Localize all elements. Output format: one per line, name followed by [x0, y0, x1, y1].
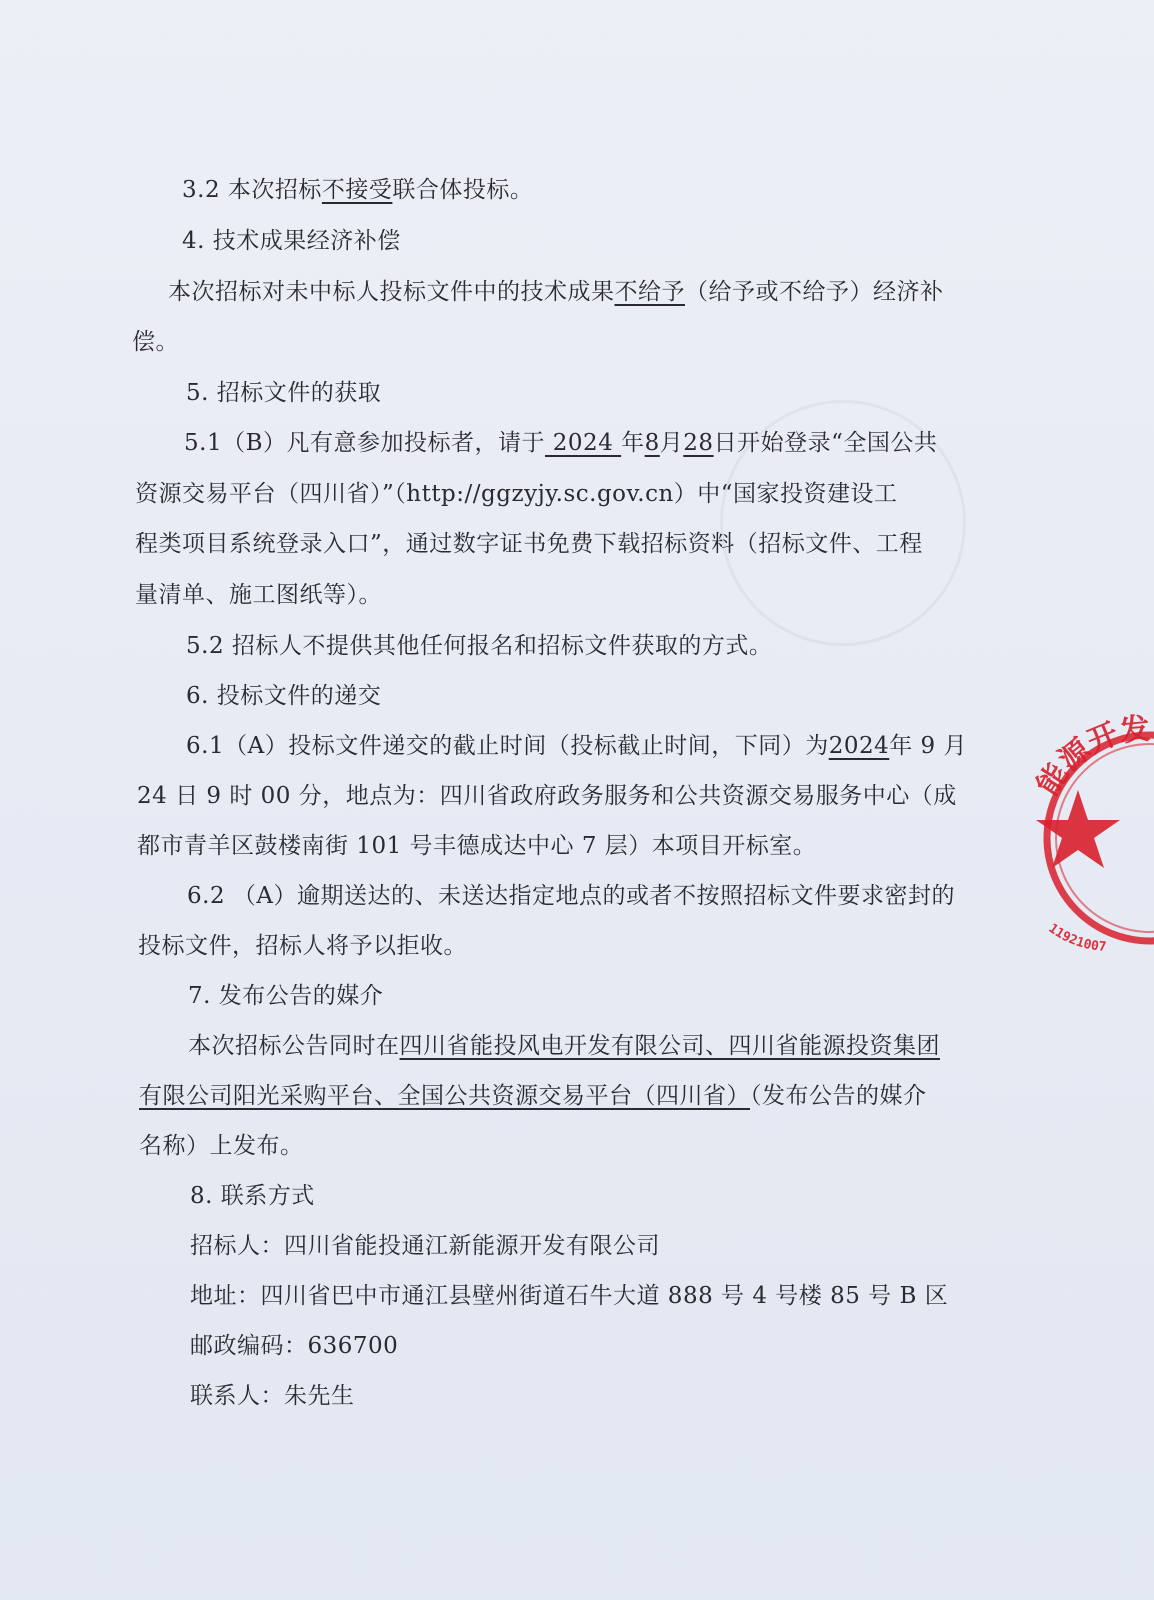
section-6-title: 6. 投标文件的递交 [186, 683, 382, 709]
contact-person: 联系人：朱先生 [190, 1383, 355, 1409]
section-7-body-line2: 有限公司阳光采购平台、全国公共资源交易平台（四川省）（发布公告的媒介 [139, 1083, 927, 1109]
contact-address: 地址：四川省巴中市通江县壁州街道石牛大道 888 号 4 号楼 85 号 B 区 [190, 1283, 949, 1309]
clause-5-2: 5.2 招标人不提供其他任何报名和招标文件获取的方式。 [186, 633, 773, 659]
seal-text: 能源开发 [1030, 711, 1152, 802]
svg-text:能源开发 [1030, 711, 1151, 801]
section-4-body-line2: 偿。 [132, 329, 179, 355]
clause-3-2: 3.2 本次招标不接受联合体投标。 [182, 177, 534, 203]
clause-5-1-line4: 量清单、施工图纸等）。 [135, 582, 382, 608]
section-7-body-line1: 本次招标公告同时在四川省能投风电开发有限公司、四川省能源投资集团 [188, 1033, 940, 1059]
section-7-body-line3: 名称）上发布。 [139, 1133, 304, 1159]
section-4-title: 4. 技术成果经济补偿 [182, 228, 401, 254]
section-8-title: 8. 联系方式 [190, 1183, 315, 1209]
section-4-body-line1: 本次招标对未中标人投标文件中的技术成果不给予（给予或不给予）经济补 [168, 279, 944, 305]
contact-tenderer: 招标人：四川省能投通江新能源开发有限公司 [190, 1233, 660, 1259]
clause-5-1-line1: 5.1（B）凡有意参加投标者，请于 2024 年8月28日开始登录“全国公共 [184, 430, 938, 456]
clause-6-1-line1: 6.1（A）投标文件递交的截止时间（投标截止时间，下同）为2024年 9 月 [186, 733, 967, 759]
clause-6-2-line2: 投标文件，招标人将予以拒收。 [138, 933, 467, 959]
clause-6-2-line1: 6.2 （A）逾期送达的、未送达指定地点的或者不按照招标文件要求密封的 [187, 883, 955, 909]
clause-5-1-line2: 资源交易平台（四川省）”（http://ggzyjy.sc.gov.cn）中“国家投资建设工 [135, 481, 898, 507]
section-7-title: 7. 发布公告的媒介 [188, 983, 384, 1009]
section-5-title: 5. 招标文件的获取 [186, 380, 382, 406]
clause-5-1-line3: 程类项目系统登录入口”，通过数字证书免费下载招标资料（招标文件、工程 [135, 531, 923, 557]
clause-6-1-line2: 24 日 9 时 00 分，地点为：四川省政府政务服务和公共资源交易服务中心（成 [137, 783, 957, 809]
company-seal [1030, 711, 1154, 955]
clause-6-1-line3: 都市青羊区鼓楼南街 101 号丰德成达中心 7 层）本项目开标室。 [137, 833, 817, 859]
contact-postcode: 邮政编码：636700 [190, 1333, 399, 1359]
seal-code: 11921007 [1045, 921, 1107, 955]
